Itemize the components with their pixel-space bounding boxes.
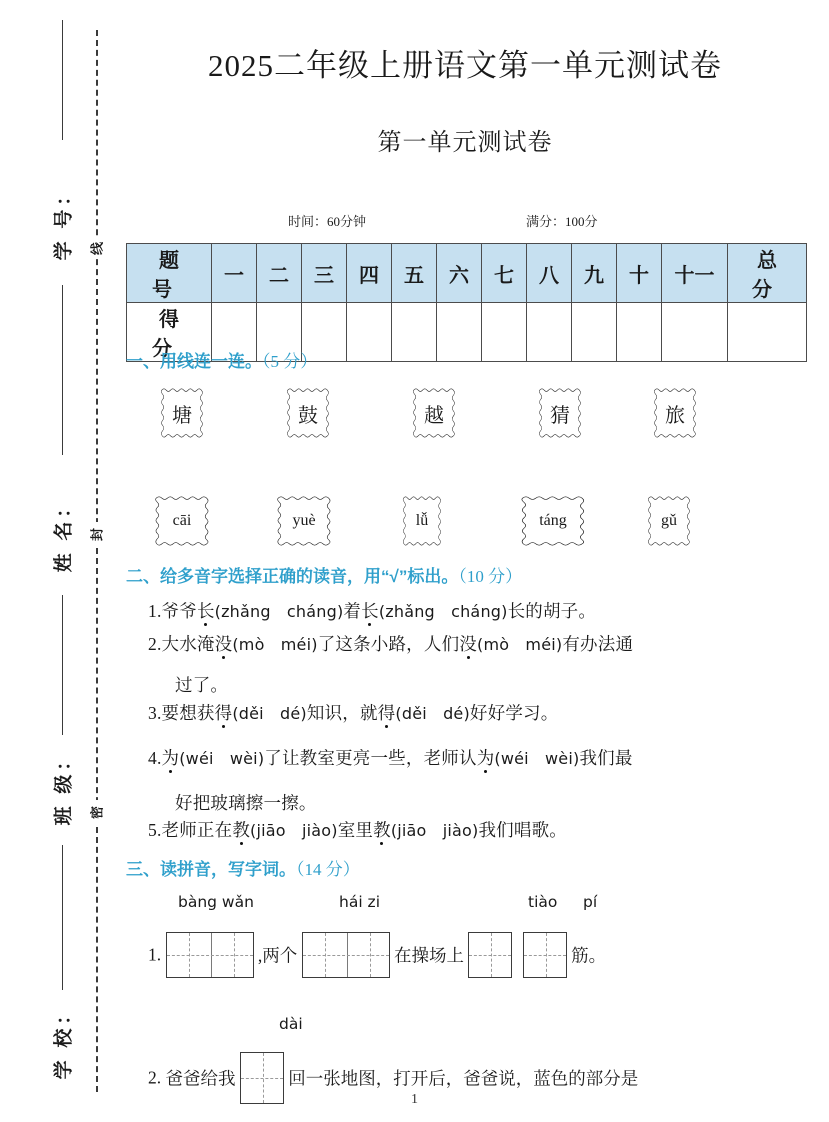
pinyin-box-label: táng: [539, 512, 567, 529]
exam-duration: 时间：60分钟: [288, 214, 367, 229]
character-box-label: 塘: [172, 404, 192, 427]
section-3-points: （14 分）: [296, 860, 360, 879]
score-cell-9[interactable]: [572, 303, 617, 362]
pinyin-choice[interactable]: (mò méi): [232, 635, 318, 654]
seal-char-xian: 线: [85, 236, 108, 259]
question-number: 4.: [148, 748, 162, 768]
item-1-number: 1.: [148, 944, 162, 965]
question-number: 1.: [148, 601, 162, 621]
margin-rule: [62, 845, 63, 990]
question-text: 了这条小路，人们: [317, 634, 460, 654]
item-2-number: 2.: [148, 1067, 162, 1088]
tianzi-grid-pi[interactable]: [523, 932, 567, 978]
item-2-text: 回一张地图，打开后，爸爸说，蓝色的部分是: [288, 1068, 639, 1089]
margin-rule: [62, 285, 63, 455]
pinyin-label-bangwan: bàng wǎn: [178, 893, 254, 911]
pinyin-box-4[interactable]: [520, 495, 586, 547]
pinyin-box-5[interactable]: [647, 495, 691, 547]
margin-rule: [62, 20, 63, 140]
question-text: 知识，就: [306, 703, 378, 723]
tianzi-grid-haizi[interactable]: [302, 932, 390, 978]
character-box-label: 越: [424, 404, 444, 427]
score-cell-10[interactable]: [617, 303, 662, 362]
score-table-col-9: 九: [572, 244, 617, 303]
pinyin-box-label: yuè: [292, 512, 316, 529]
pinyin-box-1[interactable]: [154, 495, 210, 547]
question-line-3: [148, 700, 558, 725]
question-line-4: [148, 745, 633, 770]
section-2-points: （10 分）: [458, 567, 523, 586]
character-box-1[interactable]: [160, 387, 204, 439]
pinyin-choice[interactable]: (wéi wèi): [494, 749, 580, 768]
question-text: 爷爷: [161, 601, 197, 621]
question-text: 好好学习。: [469, 703, 559, 723]
score-table-col-8: 八: [527, 244, 572, 303]
seal-char-mi: 密: [85, 800, 108, 823]
score-table-col-5: 五: [392, 244, 437, 303]
pinyin-choice[interactable]: (mò méi): [477, 635, 563, 654]
margin-column: [0, 0, 120, 1122]
margin-field-class: 班 级：: [53, 747, 75, 826]
section-heading-1: [126, 347, 317, 372]
section-2-number: 二、: [126, 567, 160, 586]
score-table-row-label: 题 号: [127, 244, 212, 303]
score-table-col-7: 七: [482, 244, 527, 303]
question-text: 长的胡子。: [507, 601, 597, 621]
seal-dashed-line: [96, 30, 98, 1092]
character-box-4[interactable]: [538, 387, 582, 439]
section-1-points: （5 分）: [262, 352, 318, 371]
polyphone-target[interactable]: 教: [373, 820, 391, 840]
section-heading-2: [126, 562, 522, 587]
score-table-col-10: 十: [617, 244, 662, 303]
pinyin-box-row: [120, 495, 810, 551]
question-number: 5.: [148, 820, 162, 840]
polyphone-target[interactable]: 得: [377, 703, 396, 723]
question-line-2-continued: 过了。: [175, 675, 229, 695]
character-box-3[interactable]: [412, 387, 456, 439]
pinyin-choice[interactable]: (zhǎng cháng): [214, 602, 344, 621]
character-box-2[interactable]: [286, 387, 330, 439]
character-box-label: 猜: [550, 404, 570, 427]
score-cell-6[interactable]: [437, 303, 482, 362]
polyphone-target[interactable]: 为: [161, 748, 180, 768]
character-box-label: 鼓: [298, 404, 318, 427]
page-title: 2025二年级上册语文第一单元测试卷: [208, 48, 722, 83]
polyphone-target[interactable]: 长: [196, 601, 215, 621]
score-cell-7[interactable]: [482, 303, 527, 362]
score-table-col-6: 六: [437, 244, 482, 303]
pinyin-choice[interactable]: (wéi wèi): [179, 749, 265, 768]
polyphone-target[interactable]: 为: [476, 748, 495, 768]
polyphone-target[interactable]: 长: [361, 601, 379, 621]
polyphone-target[interactable]: 教: [232, 820, 251, 840]
pinyin-choice[interactable]: (zhǎng cháng): [378, 602, 508, 621]
question-text: 有办法通: [562, 634, 634, 654]
seal-char-feng: 封: [85, 522, 108, 545]
item-1-text-c: 筋。: [571, 945, 607, 966]
character-box-5[interactable]: [653, 387, 697, 439]
section-1-number: 一、: [126, 352, 160, 371]
pinyin-box-2[interactable]: [276, 495, 332, 547]
section-3-title: 读拼音，写字词。: [160, 860, 296, 879]
pinyin-choice[interactable]: (děi dé): [395, 704, 470, 723]
question-text: 我们最: [579, 748, 633, 768]
margin-field-name: 姓 名：: [53, 494, 75, 573]
polyphone-target[interactable]: 没: [214, 634, 233, 654]
question-text: 要想获: [161, 703, 215, 723]
pinyin-box-3[interactable]: [402, 495, 442, 547]
character-box-row: [120, 387, 810, 443]
write-line-1: [148, 932, 606, 978]
section-3-number: 三、: [126, 860, 160, 879]
score-table-total-label: 总 分: [728, 244, 807, 303]
question-number: 3.: [148, 703, 162, 723]
score-table: [126, 243, 807, 362]
question-text: 室里: [337, 820, 374, 840]
pinyin-label-haizi: hái zi: [339, 893, 380, 911]
exam-total-score: 满分：100分: [526, 214, 598, 229]
item-2-prefix: 爸爸给我: [165, 1068, 236, 1089]
pinyin-box-label: cāi: [172, 512, 192, 529]
polyphone-target[interactable]: 没: [459, 634, 477, 654]
question-line-5: [148, 817, 567, 842]
page-subtitle: 第一单元测试卷: [377, 130, 553, 156]
margin-rule: [62, 595, 63, 735]
tianzi-grid-tiao[interactable]: [468, 932, 512, 978]
score-table-header-row: [127, 244, 807, 303]
pinyin-label-tiao: tiào: [528, 893, 558, 911]
pinyin-box-label: lǚ: [415, 512, 429, 529]
score-table-col-2: 二: [257, 244, 302, 303]
pinyin-label-pi: pí: [583, 893, 598, 911]
polyphone-target[interactable]: 得: [214, 703, 233, 723]
pinyin-box-label: gǔ: [661, 512, 677, 529]
tianzi-grid-bangwan[interactable]: [166, 932, 254, 978]
pinyin-choice[interactable]: (jiāo jiào): [390, 821, 479, 840]
pinyin-choice[interactable]: (jiāo jiào): [250, 821, 338, 840]
character-box-label: 旅: [665, 404, 685, 427]
question-text: 着: [343, 601, 362, 621]
score-cell-5[interactable]: [392, 303, 437, 362]
score-cell-11[interactable]: [662, 303, 728, 362]
section-heading-3: [126, 855, 360, 880]
question-line-1: [148, 598, 596, 623]
score-table-row-label: 得 分: [127, 303, 212, 362]
item-1-text-a: ,两个: [257, 945, 298, 966]
question-text: 我们唱歌。: [478, 820, 567, 840]
score-cell-total[interactable]: [728, 303, 807, 362]
margin-field-school: 学 校：: [53, 1001, 75, 1080]
margin-field-student-id: 学 号：: [53, 182, 75, 261]
question-text: 老师正在: [161, 820, 233, 840]
question-line-4-continued: 好把玻璃擦一擦。: [175, 793, 317, 813]
score-table-col-4: 四: [347, 244, 392, 303]
pinyin-choice[interactable]: (děi dé): [232, 704, 307, 723]
score-table-col-1: 一: [212, 244, 257, 303]
score-cell-4[interactable]: [347, 303, 392, 362]
item-1-text-b: 在操场上: [394, 945, 464, 966]
question-text: 了让教室更亮一些，老师认: [264, 748, 477, 768]
question-text: 大水淹: [161, 634, 215, 654]
section-1-title: 用线连一连。: [160, 352, 262, 371]
score-table-col-3: 三: [302, 244, 347, 303]
score-table-col-11: 十一: [662, 244, 728, 303]
question-number: 2.: [148, 634, 162, 654]
pinyin-label-dai: dài: [279, 1015, 303, 1033]
score-cell-8[interactable]: [527, 303, 572, 362]
page-number: 1: [411, 1092, 418, 1107]
question-line-2: [148, 631, 633, 656]
section-2-title: 给多音字选择正确的读音，用“√”标出。: [160, 567, 459, 586]
